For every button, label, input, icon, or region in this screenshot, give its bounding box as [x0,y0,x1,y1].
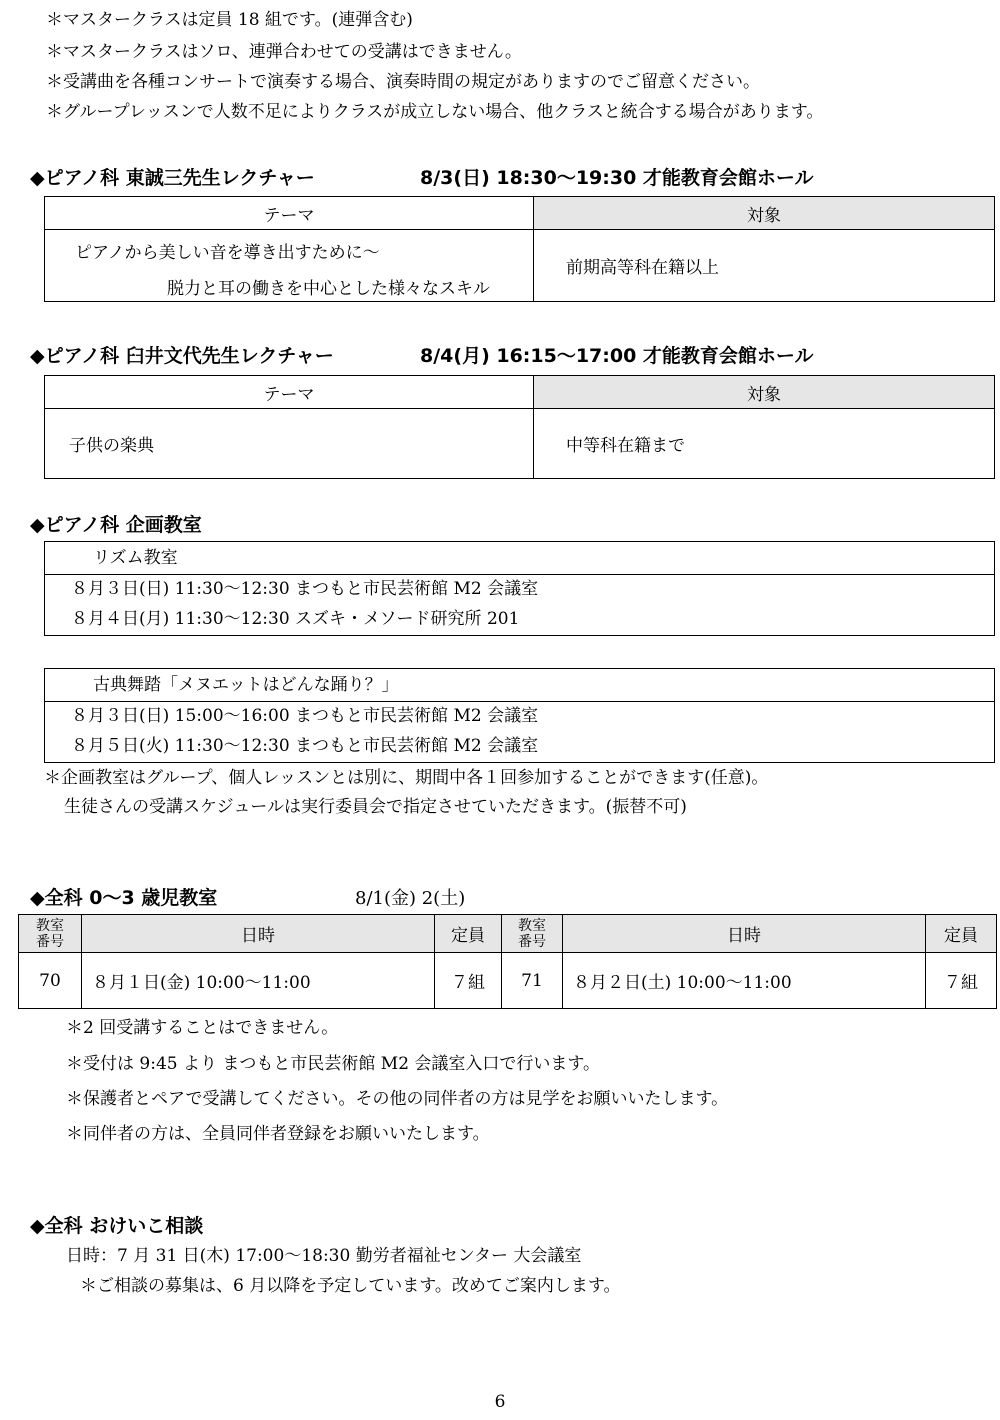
note-line: ＊受講曲を各種コンサートで演奏する場合、演奏時間の規定がありますのでご留意ください。 [46,72,760,92]
planning-title: ◆ピアノ科 企画教室 [30,514,202,536]
col-room-line: 番号 [36,933,64,950]
theme-cell: 子供の楽典 [45,409,534,479]
consult-datetime: 日時：7 月 31 日(木) 17:00〜18:30 勤労者福祉センター 大会議室 [66,1246,582,1266]
target-cell: 前期高等科在籍以上 [534,230,995,302]
kids-date [355,886,465,911]
rhythm-box [44,541,995,636]
col-room-line: 番号 [518,933,546,950]
planning-note: 生徒さんの受講スケジュールは実行委員会で指定させていただきます。(振替不可) [64,797,687,817]
dance-name: 古典舞踏「メヌエットはどんな踊り？」 [93,675,399,695]
col-datetime: 日時 [82,915,435,953]
col-target: 対象 [534,197,995,230]
consult-note: ＊ご相談の募集は、6 月以降を予定しています。改めてご案内します。 [80,1276,621,1296]
lecture2-title: ◆ピアノ科 臼井文代先生レクチャー [30,345,334,367]
class-capacity: ７組 [926,953,997,1009]
lecture2-datetime: 8/4(月) 16:15〜17:00 才能教育会館ホール [420,345,814,367]
note-line: ＊グループレッスンで人数不足によりクラスが成立しない場合、他クラスと統合する場合があります。 [46,102,824,122]
kids-table [18,914,997,1009]
room-number: 70 [19,953,82,1009]
page-number: 6 [494,1392,506,1412]
lecture2-table [44,375,995,479]
note-line: ＊マスタークラスはソロ、連弾合わせての受講はできません。 [46,42,522,62]
lecture1-datetime: 8/3(日) 18:30〜19:30 才能教育会館ホール [420,167,814,189]
kids-note: ＊受付は 9:45 より まつもと市民芸術館 M2 会議室入口で行います。 [66,1054,601,1074]
col-theme: テーマ [45,376,534,409]
theme-cell [45,230,534,302]
room-number: 71 [502,953,563,1009]
class-datetime: ８月１日(金) 10:00〜11:00 [82,953,435,1009]
kids-title: ◆全科 0〜3 歳児教室 [30,887,218,909]
lecture1-title: ◆ピアノ科 東誠三先生レクチャー [30,167,315,189]
schedule-row: ８月３日(日) 15:00〜16:00 まつもと市民芸術館 M2 会議室 [71,706,539,726]
planning-note: ＊企画教室はグループ、個人レッスンとは別に、期間中各１回参加することができます(任意)。 [44,768,769,788]
kids-note: ＊同伴者の方は、全員同伴者登録をお願いいたします。 [66,1124,490,1144]
col-capacity: 定員 [926,915,997,953]
col-theme: テーマ [45,197,534,230]
col-room-line: 教室 [36,917,64,934]
target-cell: 中等科在籍まで [534,409,995,479]
kids-note: ＊2 回受講することはできません。 [66,1018,339,1038]
schedule-row: ８月４日(月) 11:30〜12:30 スズキ・メソード研究所 201 [71,609,520,629]
class-capacity: ７組 [435,953,502,1009]
col-datetime: 日時 [563,915,926,953]
schedule-row: ８月５日(火) 11:30〜12:30 まつもと市民芸術館 M2 会議室 [71,736,539,756]
schedule-row: ８月３日(日) 11:30〜12:30 まつもと市民芸術館 M2 会議室 [71,579,539,599]
theme-line: ピアノから美しい音を導き出すために〜 [75,243,380,263]
theme-line: 脱力と耳の働きを中心とした様々なスキル [167,279,490,299]
note-line: ＊マスタークラスは定員 18 組です。(連弾含む) [46,10,413,30]
kids-note: ＊保護者とペアで受講してください。その他の同伴者の方は見学をお願いいたします。 [66,1089,729,1109]
class-datetime: ８月２日(土) 10:00〜11:00 [563,953,926,1009]
col-target: 対象 [534,376,995,409]
dance-box [44,668,995,763]
rhythm-name: リズム教室 [93,548,178,568]
col-room-line: 教室 [518,917,546,934]
consult-title: ◆全科 おけいこ相談 [30,1215,204,1237]
kids-date-text: 8/1(金) 2(土) [355,888,466,909]
col-room [19,915,82,953]
col-room [502,915,563,953]
lecture1-table [44,196,995,302]
col-capacity: 定員 [435,915,502,953]
